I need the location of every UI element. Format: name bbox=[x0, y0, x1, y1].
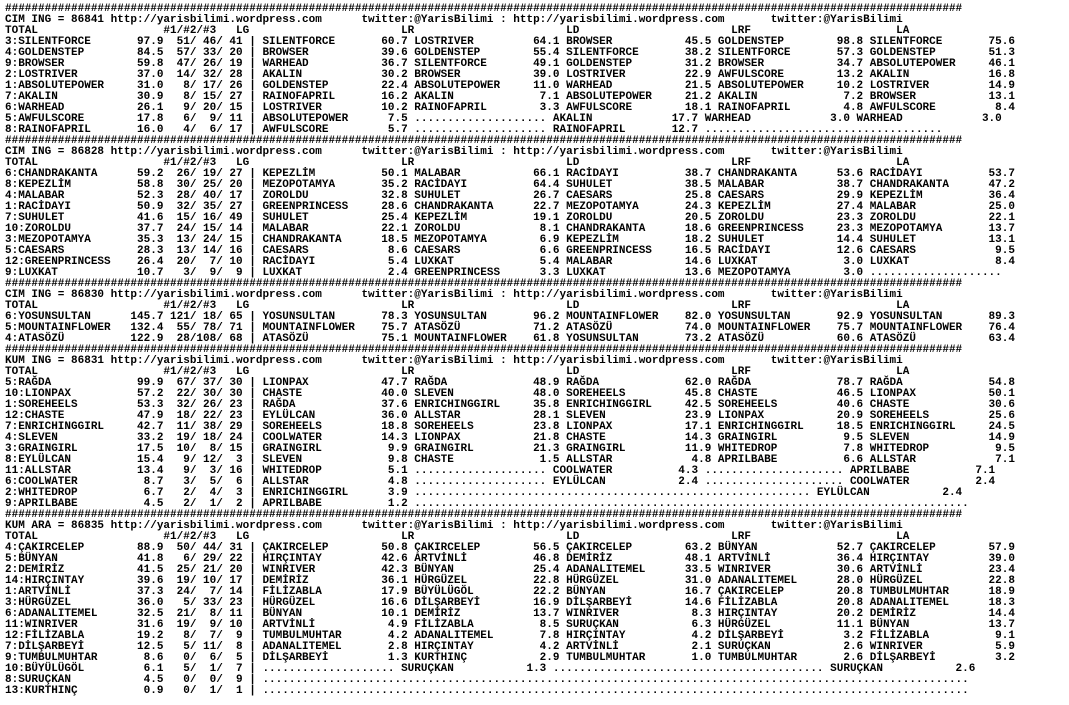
table-row: 1:SOREHEELS 53.3 32/ 26/ 23 | RAĞDA 37.6 ENRICHINGGIRL 35.8 ENRICHINGGIRL 42.5 SOREHEELS 40.6 CHASTE 30.6 bbox=[5, 399, 1015, 411]
table-row: 7:DİLŞARBEYİ 12.5 5/ 11/ 8 | ADANALITEMEL 2.8 HIRÇINTAY 4.2 ARTVİNLİ 2.1 SURUÇKAN 2.6 WINRIVER 5.9 bbox=[5, 641, 1015, 653]
section-separator: ################################################################################################################################################# bbox=[5, 278, 963, 290]
race-results-sheet bbox=[5, 4, 1015, 697]
table-row: 8:KEPEZLİM 58.8 30/ 25/ 20 | MEZOPOTAMYA 35.2 RACİDAYI 64.4 SUHULET 38.5 MALABAR 38.7 CHANDRAKANTA 47.2 bbox=[5, 179, 1015, 191]
table-row: 12:GREENPRINCESS 26.4 20/ 7/ 10 | RACİDAYI 5.4 LUXKAT 5.4 MALABAR 14.6 LUXKAT 3.0 LUXKAT 8.4 bbox=[5, 256, 1015, 268]
table-row: 13:KURTHINÇ 0.9 0/ 1/ 1 | ........................................................................................................... bbox=[5, 685, 969, 697]
table-row: 7:ENRICHINGGIRL 42.7 11/ 38/ 29 | SOREHEELS 18.8 SOREHEELS 23.8 LIONPAX 17.1 ENRICHINGGIRL 18.5 ENRICHINGGIRL 24.5 bbox=[5, 421, 1015, 433]
table-row: 12:FİLİZABLA 19.2 8/ 7/ 9 | TUMBULMUHTAR 4.2 ADANALITEMEL 7.8 HIRÇINTAY 4.2 DİLŞARBEYİ 3.2 FİLİZABLA 9.1 bbox=[5, 630, 1015, 642]
table-row: 9:BROWSER 59.8 47/ 26/ 19 | WARHEAD 36.7 SILENTFORCE 49.1 GOLDENSTEP 31.2 BROWSER 34.7 ABSOLUTEPOWER 46.1 bbox=[5, 58, 1015, 70]
table-row: 10:ZOROLDU 37.7 24/ 15/ 14 | MALABAR 22.1 ZOROLDU 8.1 CHANDRAKANTA 18.6 GREENPRINCESS 23.3 MEZOPOTAMYA 13.7 bbox=[5, 223, 1015, 235]
table-row: 9:TUMBULMUHTAR 8.6 0/ 6/ 5 | DİLŞARBEYİ 1.3 KURTHINÇ 2.9 TUMBULMUHTAR 1.0 TUMBULMUHTAR 2.6 DİLŞARBEYİ 3.2 bbox=[5, 652, 1015, 664]
table-row: 14:HIRÇINTAY 39.6 19/ 10/ 17 | DEMİRİZ 36.1 HÜRGÜZEL 22.8 HÜRGÜZEL 31.0 ADANALITEMEL 28.0 HÜRGÜZEL 22.8 bbox=[5, 575, 1015, 587]
section-separator: ################################################################################################################################################# bbox=[5, 3, 963, 15]
table-row: 9:APRILBABE 4.5 2/ 1/ 2 | APRILBABE 1.2 .................................................................................... bbox=[5, 498, 969, 510]
table-row: 2:WHITEDROP 6.7 2/ 4/ 3 | ENRICHINGGIRL 3.9 ............................................................ EYLÜLCAN 2.4 bbox=[5, 487, 963, 499]
race-header: KUM ING = 86831 http://yarisbilimi.wordpress.com twitter:@YarisBilimi : http://yarisbilimi.wordpress.com twitter:@YarisBilimi bbox=[5, 355, 903, 367]
table-row: 9:LUXKAT 10.7 3/ 9/ 9 | LUXKAT 2.4 GREENPRINCESS 3.3 LUXKAT 13.6 MEZOPOTAMYA 3.0 .................... bbox=[5, 267, 1002, 279]
table-row: 6:WARHEAD 26.1 9/ 20/ 15 | LOSTRIVER 10.2 RAINOFAPRIL 3.3 AWFULSCORE 18.1 RAINOFAPRIL 4.8 AWFULSCORE 8.4 bbox=[5, 102, 1015, 114]
table-row: 4:GOLDENSTEP 84.5 57/ 33/ 20 | BROWSER 39.6 GOLDENSTEP 55.4 SILENTFORCE 38.2 SILENTFORCE 57.3 GOLDENSTEP 51.3 bbox=[5, 47, 1015, 59]
column-header-row: TOTAL #1/#2/#3 LG LR LD LRF LA bbox=[5, 300, 910, 312]
table-row: 11:WINRIVER 31.6 19/ 9/ 10 | ARTVİNLİ 4.9 FİLİZABLA 8.5 SURUÇKAN 6.3 HÜRGÜZEL 11.1 BÜNYAN 13.7 bbox=[5, 619, 1015, 631]
table-row: 4:SLEVEN 33.2 19/ 18/ 24 | COOLWATER 14.3 LIONPAX 21.8 CHASTE 14.3 GRAINGIRL 9.5 SLEVEN 14.9 bbox=[5, 432, 1015, 444]
table-row: 12:CHASTE 47.9 18/ 22/ 23 | EYLÜLCAN 36.0 ALLSTAR 28.1 SLEVEN 23.9 LIONPAX 20.9 SOREHEELS 25.6 bbox=[5, 410, 1015, 422]
table-row: 4:MALABAR 52.3 28/ 40/ 17 | ZOROLDU 32.8 SUHULET 26.7 CAESARS 25.8 CAESARS 29.9 KEPEZLİM 36.4 bbox=[5, 190, 1015, 202]
table-row: 8:EYLÜLCAN 15.4 9/ 12/ 3 | SLEVEN 9.8 CHASTE 1.5 ALLSTAR 4.8 APRILBABE 6.6 ALLSTAR 7.1 bbox=[5, 454, 1015, 466]
table-row: 3:MEZOPOTAMYA 35.3 13/ 24/ 15 | CHANDRAKANTA 18.5 MEZOPOTAMYA 6.9 KEPEZLİM 18.2 SUHULET 14.4 SUHULET 13.1 bbox=[5, 234, 1015, 246]
column-header-row: TOTAL #1/#2/#3 LG LR LD LRF LA bbox=[5, 531, 910, 543]
table-row: 2:LOSTRIVER 37.0 14/ 32/ 28 | AKALIN 30.2 BROWSER 39.0 LOSTRIVER 22.9 AWFULSCORE 13.2 AKALIN 16.8 bbox=[5, 69, 1015, 81]
table-row: 4:ÇAKIRCELEP 88.9 50/ 44/ 31 | ÇAKIRCELEP 50.8 ÇAKIRCELEP 56.5 ÇAKIRCELEP 63.2 BÜNYAN 52.7 ÇAKIRCELEP 57.9 bbox=[5, 542, 1015, 554]
race-header: CIM ING = 86841 http://yarisbilimi.wordpress.com twitter:@YarisBilimi : http://yarisbilimi.wordpress.com twitter:@YarisBilimi bbox=[5, 14, 903, 26]
table-row: 7:AKALIN 30.9 8/ 15/ 27 | RAINOFAPRIL 16.2 AKALIN 7.1 ABSOLUTEPOWER 21.2 AKALIN 7.2 BROWSER 13.1 bbox=[5, 91, 1015, 103]
column-header-row: TOTAL #1/#2/#3 LG LR LD LRF LA bbox=[5, 157, 910, 169]
column-header-row: TOTAL #1/#2/#3 LG LR LD LRF LA bbox=[5, 366, 910, 378]
section-separator: ################################################################################################################################################# bbox=[5, 509, 963, 521]
table-row: 1:ABSOLUTEPOWER 31.0 8/ 17/ 26 | GOLDENSTEP 22.4 ABSOLUTEPOWER 11.0 WARHEAD 21.5 ABSOLUTEPOWER 10.2 LOSTRIVER 14.9 bbox=[5, 80, 1015, 92]
section-separator: ################################################################################################################################################# bbox=[5, 344, 963, 356]
table-row: 3:HÜRGÜZEL 36.0 5/ 33/ 23 | HÜRGÜZEL 16.6 DİLŞARBEYİ 16.9 DİLŞARBEYİ 14.6 FİLİZABLA 20.8 ADANALITEMEL 18.3 bbox=[5, 597, 1015, 609]
table-row: 2:DEMİRİZ 41.5 25/ 21/ 20 | WINRIVER 42.3 BÜNYAN 25.4 ADANALITEMEL 33.5 WINRIVER 30.6 ARTVİNLİ 23.4 bbox=[5, 564, 1015, 576]
table-row: 5:CAESARS 28.3 13/ 14/ 16 | CAESARS 8.6 CAESARS 6.6 GREENPRINCESS 16.5 RACİDAYI 12.6 CAESARS 9.5 bbox=[5, 245, 1015, 257]
table-row: 1:RACİDAYI 50.9 32/ 35/ 27 | GREENPRINCESS 28.6 CHANDRAKANTA 22.7 MEZOPOTAMYA 24.3 KEPEZLİM 27.4 MALABAR 25.0 bbox=[5, 201, 1015, 213]
table-row: 8:SURUÇKAN 4.5 0/ 0/ 9 | ........................................................................................................... bbox=[5, 674, 969, 686]
table-row: 5:AWFULSCORE 17.8 6/ 9/ 11 | ABSOLUTEPOWER 7.5 .................... AKALIN 17.7 WARHEAD 3.0 WARHEAD 3.0 bbox=[5, 113, 1002, 125]
race-header: KUM ARA = 86835 http://yarisbilimi.wordpress.com twitter:@YarisBilimi : http://yarisbilimi.wordpress.com twitter:@YarisBilimi bbox=[5, 520, 903, 532]
table-row: 6:COOLWATER 8.7 3/ 5/ 6 | ALLSTAR 4.8 .................... EYLÜLCAN 2.4 ..................... COOLWATER 2.4 bbox=[5, 476, 996, 488]
race-header: CIM ING = 86828 http://yarisbilimi.wordpress.com twitter:@YarisBilimi : http://yarisbilimi.wordpress.com twitter:@YarisBilimi bbox=[5, 146, 903, 158]
table-row: 3:SILENTFORCE 97.9 51/ 46/ 41 | SILENTFORCE 60.7 LOSTRIVER 64.1 BROWSER 45.5 GOLDENSTEP 98.8 SILENTFORCE 75.6 bbox=[5, 36, 1015, 48]
table-row: 1:ARTVİNLİ 37.3 24/ 7/ 14 | FİLİZABLA 17.9 BÜYÜLÜGÖL 22.2 BÜNYAN 16.7 ÇAKIRCELEP 20.8 TUMBULMUHTAR 18.9 bbox=[5, 586, 1015, 598]
table-row: 10:LIONPAX 57.2 22/ 30/ 30 | CHASTE 40.0 SLEVEN 48.0 SOREHEELS 45.8 CHASTE 46.5 LIONPAX 50.1 bbox=[5, 388, 1015, 400]
table-row: 7:SUHULET 41.6 15/ 16/ 49 | SUHULET 25.4 KEPEZLİM 19.1 ZOROLDU 20.5 ZOROLDU 23.3 ZOROLDU 22.1 bbox=[5, 212, 1015, 224]
table-row: 6:ADANALITEMEL 32.5 21/ 8/ 11 | BÜNYAN 10.1 DEMİRİZ 13.7 WINRIVER 8.3 HIRÇINTAY 20.2 DEMİRİZ 14.4 bbox=[5, 608, 1015, 620]
table-row: 6:CHANDRAKANTA 59.2 26/ 19/ 27 | KEPEZLİM 50.1 MALABAR 66.1 RACİDAYI 38.7 CHANDRAKANTA 53.6 RACİDAYI 53.7 bbox=[5, 168, 1015, 180]
race-header: CIM ING = 86830 http://yarisbilimi.wordpress.com twitter:@YarisBilimi : http://yarisbilimi.wordpress.com twitter:@YarisBilimi bbox=[5, 289, 903, 301]
table-row: 10:BÜYÜLÜGÖL 6.1 5/ 1/ 7 | .................... SURUÇKAN 1.3 ......................................... SURUÇKAN 2.6 bbox=[5, 663, 976, 675]
table-row: 5:MOUNTAINFLOWER 132.4 55/ 78/ 71 | MOUNTAINFLOWER 75.7 ATASÖZÜ 71.2 ATASÖZÜ 74.0 MOUNTAINFLOWER 75.7 MOUNTAINFLOWER 76.4 bbox=[5, 322, 1015, 334]
table-row: 5:RAĞDA 99.9 67/ 37/ 30 | LIONPAX 47.7 RAĞDA 48.9 RAĞDA 62.0 RAĞDA 78.7 RAĞDA 54.8 bbox=[5, 377, 1015, 389]
table-row: 3:GRAINGIRL 17.5 10/ 8/ 15 | GRAINGIRL 9.9 GRAINGIRL 21.3 GRAINGIRL 11.9 WHITEDROP 7.8 WHITEDROP 9.5 bbox=[5, 443, 1015, 455]
table-row: 4:ATASÖZÜ 122.9 28/108/ 68 | ATASÖZÜ 75.1 MOUNTAINFLOWER 61.8 YOSUNSULTAN 73.2 ATASÖZÜ 60.6 ATASÖZÜ 63.4 bbox=[5, 333, 1015, 345]
section-separator: ################################################################################################################################################# bbox=[5, 135, 963, 147]
table-row: 8:RAINOFAPRIL 16.0 4/ 6/ 17 | AWFULSCORE 5.7 .................... RAINOFAPRIL 12.7 .................................... bbox=[5, 124, 943, 136]
table-row: 6:YOSUNSULTAN 145.7 121/ 18/ 65 | YOSUNSULTAN 78.3 YOSUNSULTAN 96.2 MOUNTAINFLOWER 82.0 YOSUNSULTAN 92.9 YOSUNSULTAN 89.3 bbox=[5, 311, 1015, 323]
table-row: 5:BÜNYAN 41.8 6/ 29/ 22 | HIRÇINTAY 42.6 ARTVİNLİ 46.8 DEMİRİZ 48.1 ARTVİNLİ 36.4 HIRÇINTAY 39.0 bbox=[5, 553, 1015, 565]
table-row: 11:ALLSTAR 13.4 9/ 3/ 16 | WHITEDROP 5.1 .................... COOLWATER 4.3 ..................... APRILBABE 7.1 bbox=[5, 465, 996, 477]
column-header-row: TOTAL #1/#2/#3 LG LR LD LRF LA bbox=[5, 25, 910, 37]
